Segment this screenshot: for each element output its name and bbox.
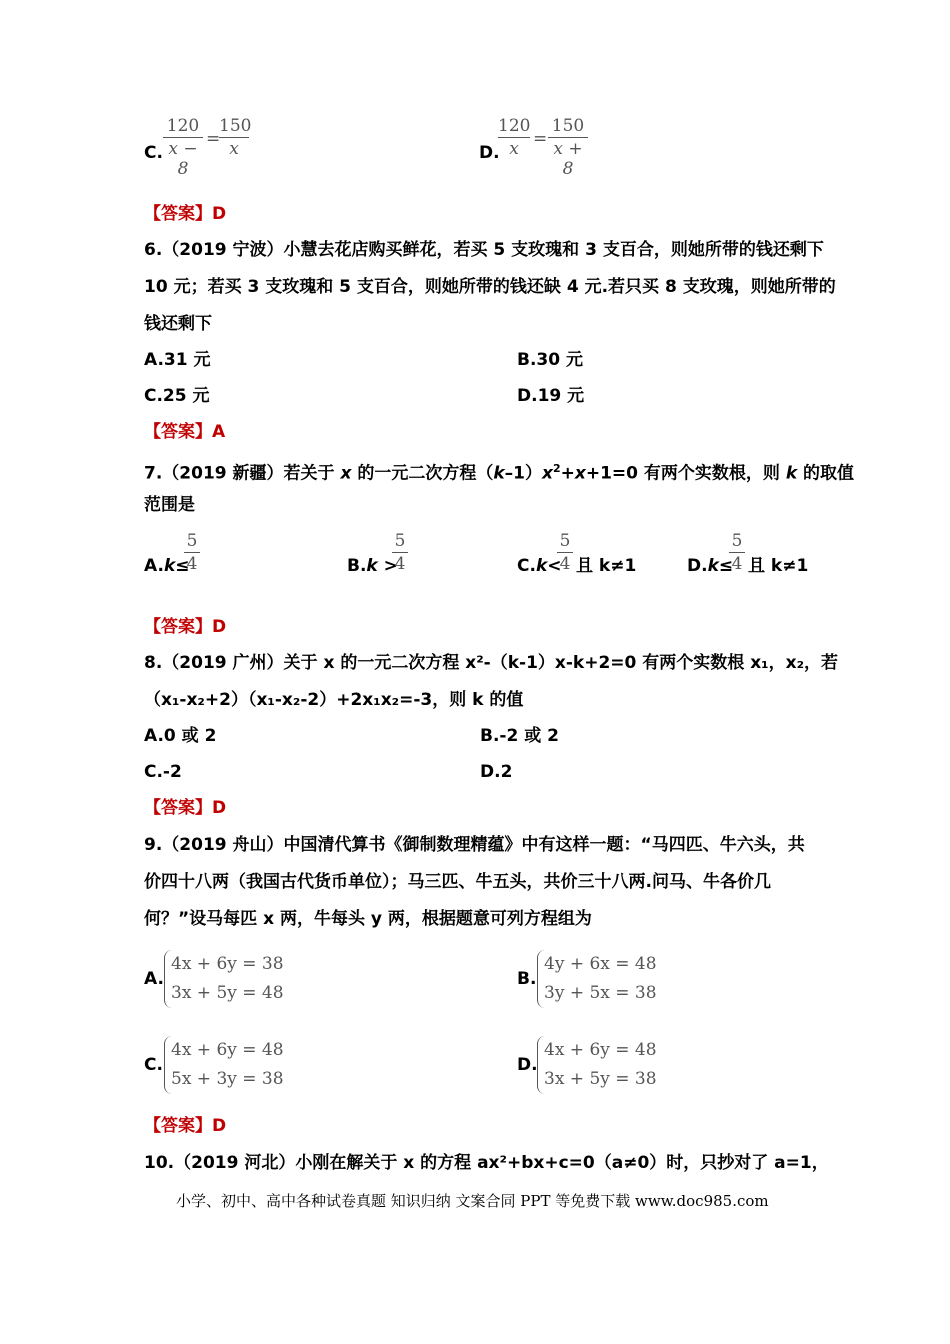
q9-line-1: 9.（2019 舟山）中国清代算书《御制数理精蕴》中有这样一题：“马四匹、牛六头，共 [144, 835, 805, 855]
q9-option-a-system [164, 950, 284, 1008]
q7-option-d: D.k≤ [687, 556, 734, 576]
q5-c-fraction-1 [163, 116, 203, 179]
equation: 3x + 5y = 38 [544, 1069, 657, 1089]
q5-d-fraction-1 [498, 116, 530, 159]
q6-option-b: B.30 元 [517, 350, 583, 370]
q5-option-c-label: C. [144, 143, 163, 163]
denominator: 4 [559, 554, 571, 574]
q7-c-fraction [557, 531, 573, 574]
q9-option-b-label: B. [517, 969, 537, 989]
q7-option-b: B.k > [347, 556, 398, 576]
q9-answer: 【答案】D [144, 1116, 227, 1136]
numerator: 120 [498, 116, 531, 136]
equation: 4x + 6y = 48 [171, 1040, 284, 1060]
numerator: 5 [559, 531, 571, 551]
denominator: 4 [394, 554, 406, 574]
numerator: 5 [731, 531, 743, 551]
equation: 5x + 3y = 38 [171, 1069, 284, 1089]
q6-answer: 【答案】A [144, 422, 226, 442]
q6-line-2: 10 元；若买 3 支玫瑰和 5 支百合，则她所带的钱还缺 4 元.若只买 8 支玫瑰，则她所带的 [144, 277, 836, 297]
numerator: 120 [166, 116, 200, 136]
equals-sign: = [206, 129, 221, 149]
equals-sign: = [533, 129, 548, 149]
q8-option-a: A.0 或 2 [144, 726, 217, 746]
q9-line-3: 何？”设马每匹 x 两，牛每头 y 两，根据题意可列方程组为 [144, 909, 592, 929]
page-footer: 小学、初中、高中各种试卷真题 知识归纳 文案合同 PPT 等免费下载 www.doc985.com [176, 1192, 769, 1210]
q5-d-fraction-2 [548, 116, 588, 179]
q9-option-d-label: D. [517, 1055, 538, 1075]
q8-line-2: （x₁-x₂+2）（x₁-x₂-2）+2x₁x₂=-3，则 k 的值 [144, 690, 524, 710]
denominator: 4 [186, 554, 198, 574]
numerator: 5 [394, 531, 406, 551]
q9-option-c-system [164, 1036, 284, 1094]
q7-b-fraction [392, 531, 408, 574]
denominator: x [229, 139, 239, 159]
q8-option-b: B.-2 或 2 [480, 726, 559, 746]
q8-line-1: 8.（2019 广州）关于 x 的一元二次方程 x²-（k-1）x-k+2=0 有两个实数根 x₁，x₂，若 [144, 653, 839, 673]
q6-option-d: D.19 元 [517, 386, 585, 406]
equation: 3x + 5y = 48 [171, 983, 284, 1003]
q7-option-d-tail: 且 k≠1 [748, 556, 809, 576]
q8-answer: 【答案】D [144, 798, 227, 818]
q7-answer: 【答案】D [144, 617, 227, 637]
denominator: x + 8 [553, 139, 583, 179]
q6-line-1: 6.（2019 宁波）小慧去花店购买鲜花，若买 5 支玫瑰和 3 支百合，则她所带的钱还剩下 [144, 240, 824, 260]
q6-option-a: A.31 元 [144, 350, 211, 370]
q7-line-1: 7.（2019 新疆）若关于 x 的一元二次方程$(k-1)x^2+x+1=0$ 有两个实数根，则 k 的取值 [144, 462, 855, 484]
q6-line-3: 钱还剩下 [144, 314, 212, 334]
numerator: 150 [551, 116, 585, 136]
numerator: 150 [219, 116, 252, 136]
q5-c-fraction-2 [219, 116, 252, 159]
q9-option-c-label: C. [144, 1055, 163, 1075]
q9-line-2: 价四十八两（我国古代货币单位）；马三匹、牛五头，共价三十八两.问马、牛各价几 [144, 872, 771, 892]
q5-option-d-label: D. [479, 143, 500, 163]
q7-a-fraction [184, 531, 200, 574]
denominator: 4 [731, 554, 743, 574]
q7-option-a: A.k≤ [144, 556, 190, 576]
numerator: 5 [186, 531, 198, 551]
q10-line-1: 10.（2019 河北）小刚在解关于 x 的方程 ax²+bx+c=0（a≠0）时，只抄对了 a=1， [144, 1153, 829, 1173]
q9-option-d-system [537, 1036, 657, 1094]
equation: 4y + 6x = 48 [544, 954, 657, 974]
q7-d-fraction [729, 531, 745, 574]
equation: 4x + 6y = 38 [171, 954, 284, 974]
q7-option-c-tail: 且 k≠1 [576, 556, 637, 576]
equation: 3y + 5x = 38 [544, 983, 657, 1003]
denominator: x − 8 [168, 139, 198, 179]
q8-option-d: D.2 [480, 762, 513, 782]
q7-line-2: 范围是 [144, 495, 195, 515]
q8-option-c: C.-2 [144, 762, 182, 782]
q6-option-c: C.25 元 [144, 386, 210, 406]
equation: 4x + 6y = 48 [544, 1040, 657, 1060]
denominator: x [509, 139, 519, 159]
q5-answer: 【答案】D [144, 204, 227, 224]
q7-option-c: C.k< [517, 556, 562, 576]
q9-option-a-label: A. [144, 969, 164, 989]
q9-option-b-system [537, 950, 657, 1008]
